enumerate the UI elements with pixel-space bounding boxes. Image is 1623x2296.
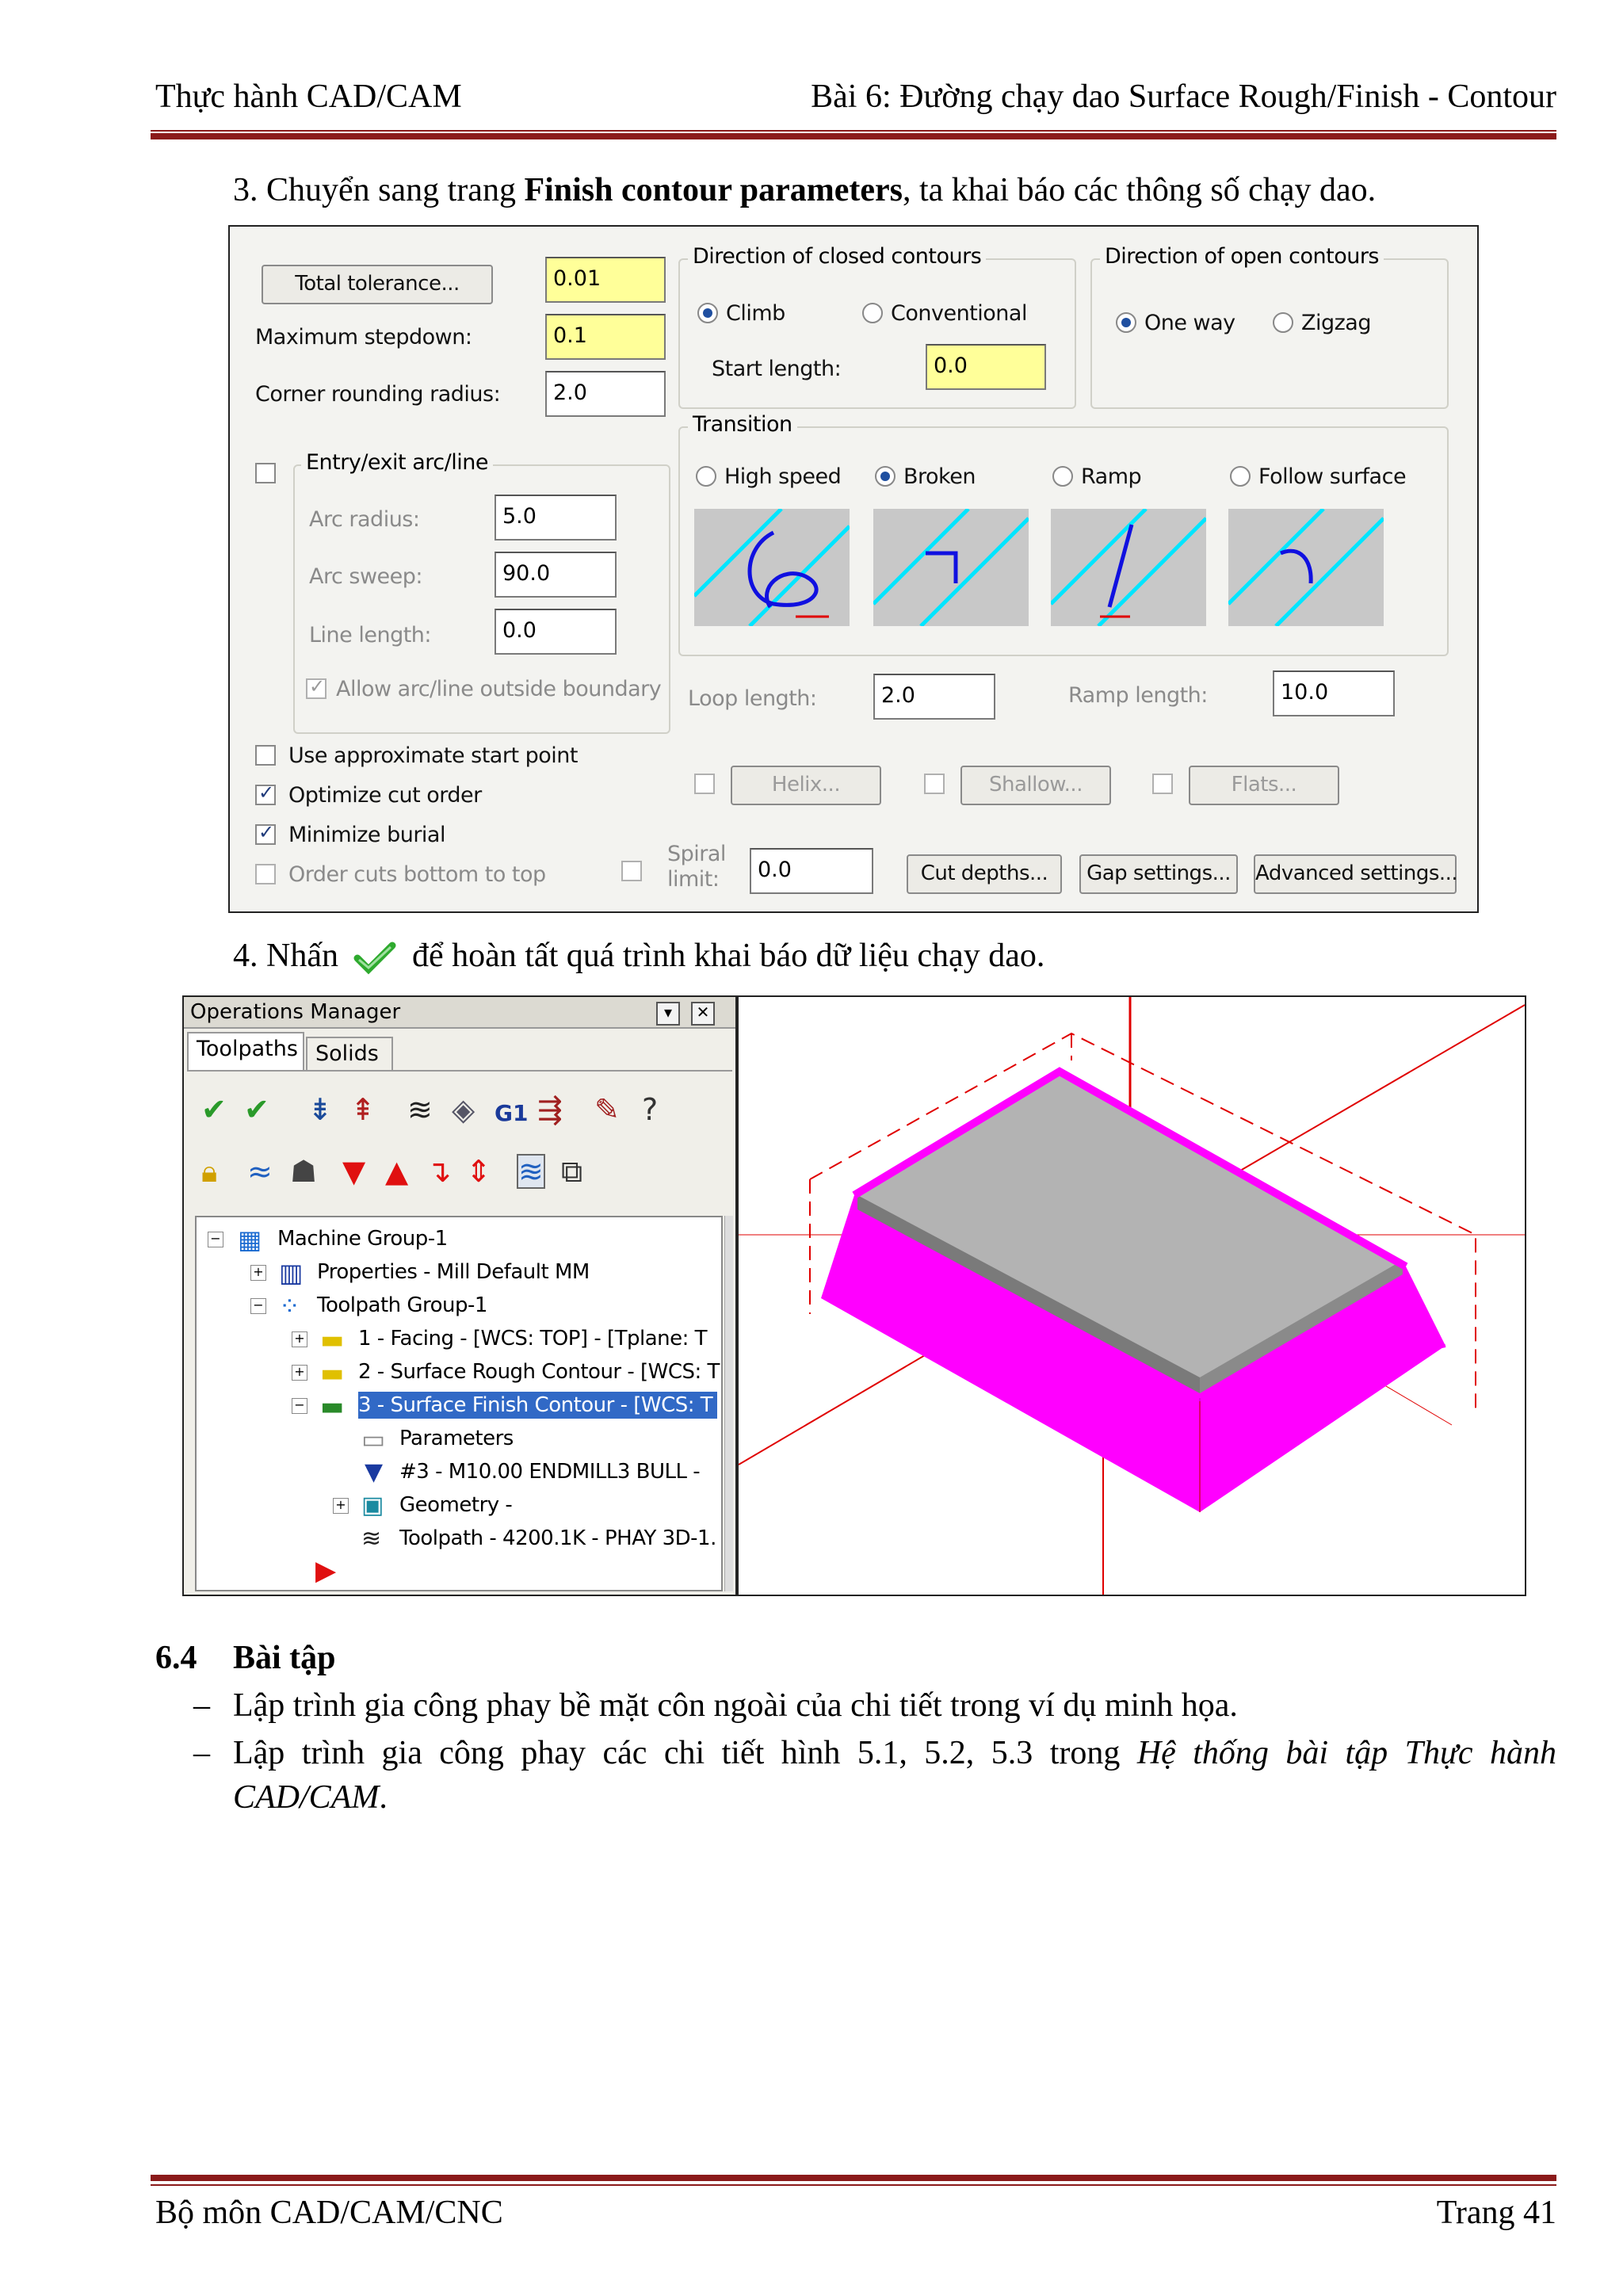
operations-manager-title-text: Operations Manager bbox=[190, 1000, 401, 1024]
tree-op-facing[interactable]: 1 - Facing - [WCS: TOP] - [Tplane: T bbox=[358, 1327, 708, 1350]
tree-toolpath[interactable]: Toolpath - 4200.1K - PHAY 3D-1. bbox=[399, 1526, 716, 1550]
help-icon[interactable]: ? bbox=[642, 1092, 659, 1127]
zigzag-label: Zigzag bbox=[1301, 311, 1371, 335]
ramp-radio[interactable] bbox=[1052, 466, 1073, 487]
section-number: 6.4 bbox=[155, 1640, 197, 1676]
step-3-text: Chuyển sang trang bbox=[266, 172, 525, 208]
shallow-checkbox[interactable] bbox=[924, 774, 945, 794]
follow-surface-label: Follow surface bbox=[1258, 464, 1407, 489]
max-stepdown-field[interactable]: 0.1 bbox=[545, 314, 666, 360]
tree-expand-icon[interactable]: + bbox=[250, 1265, 266, 1281]
geometry-icon: ▣ bbox=[361, 1492, 384, 1519]
select-all-operations-icon[interactable]: ✔ bbox=[201, 1092, 227, 1127]
minimize-burial-checkbox[interactable] bbox=[255, 824, 276, 845]
spiral-label-line1: Spiral bbox=[667, 842, 726, 866]
one-way-label: One way bbox=[1144, 311, 1235, 335]
step-3-number: 3. bbox=[233, 172, 258, 208]
folder-edit-icon: ▬ bbox=[320, 1391, 345, 1421]
panel-close-icon[interactable]: ✕ bbox=[691, 1002, 715, 1026]
show-toolpath-icon[interactable]: ≋ bbox=[518, 1154, 544, 1189]
arc-radius-label: Arc radius: bbox=[309, 507, 420, 532]
verify-icon[interactable]: ◈ bbox=[452, 1092, 475, 1127]
flats-checkbox[interactable] bbox=[1152, 774, 1173, 794]
high-speed-preview-icon bbox=[694, 509, 850, 626]
closed-contours-title: Direction of closed contours bbox=[688, 244, 986, 269]
bullet-2-line2 bbox=[233, 1775, 388, 1820]
tool-icon: ▼ bbox=[365, 1458, 384, 1486]
max-stepdown-label: Maximum stepdown: bbox=[255, 325, 472, 350]
total-tolerance-field[interactable]: 0.01 bbox=[545, 257, 666, 303]
parameters-folder-icon: ▭ bbox=[361, 1424, 386, 1454]
optimize-cut-order-label: Optimize cut order bbox=[288, 783, 482, 808]
start-length-field[interactable]: 0.0 bbox=[926, 344, 1046, 390]
climb-label: Climb bbox=[726, 301, 785, 326]
use-approx-start-label: Use approximate start point bbox=[288, 743, 578, 768]
header-left: Thực hành CAD/CAM bbox=[155, 78, 462, 115]
line-length-label: Line length: bbox=[309, 623, 432, 648]
tree-machine-group[interactable]: Machine Group-1 bbox=[277, 1227, 448, 1251]
move-down-icon[interactable]: ▼ bbox=[342, 1154, 366, 1189]
spiral-label-line2: limit: bbox=[667, 867, 720, 892]
part-3d-view-icon bbox=[739, 997, 1525, 1595]
gap-settings-button[interactable]: Gap settings... bbox=[1079, 854, 1238, 894]
machine-group-icon: ▦ bbox=[238, 1224, 262, 1255]
arc-sweep-field[interactable]: 90.0 bbox=[495, 552, 617, 598]
post-g1-icon[interactable]: G1 bbox=[495, 1100, 529, 1126]
tree-tool[interactable]: #3 - M10.00 ENDMILL3 BULL - bbox=[399, 1460, 701, 1484]
regenerate-selected-icon[interactable]: ⇟ bbox=[307, 1092, 333, 1127]
arc-radius-field[interactable]: 5.0 bbox=[495, 495, 617, 541]
footer-rule-thin bbox=[151, 2184, 1556, 2186]
insert-arrow-icon[interactable]: ⇕ bbox=[466, 1154, 491, 1189]
folder-icon: ▬ bbox=[320, 1358, 345, 1388]
total-tolerance-button[interactable]: Total tolerance... bbox=[262, 265, 493, 304]
allow-outside-label: Allow arc/line outside boundary bbox=[336, 677, 662, 701]
tree-scrollbar[interactable] bbox=[724, 1216, 733, 1591]
finish-contour-parameters-dialog bbox=[228, 225, 1479, 913]
select-dirty-operations-icon[interactable]: ✔ bbox=[244, 1092, 269, 1127]
properties-icon: ▥ bbox=[279, 1258, 304, 1288]
transition-title: Transition bbox=[688, 412, 797, 437]
step-3 bbox=[233, 168, 1376, 212]
toolpath-icon: ≋ bbox=[361, 1525, 382, 1553]
start-length-label: Start length: bbox=[712, 357, 842, 381]
operations-manager-title bbox=[184, 997, 735, 1029]
bullet-2-text: Lập trình gia công phay các chi tiết hình 5.1, 5.2, 5.3 trong bbox=[233, 1735, 1137, 1771]
tree-expand-icon[interactable]: + bbox=[333, 1498, 349, 1514]
loop-length-label: Loop length: bbox=[688, 686, 817, 711]
allow-outside-checkbox[interactable] bbox=[306, 678, 327, 699]
use-approx-start-checkbox[interactable] bbox=[255, 745, 276, 766]
tree-expand-icon[interactable]: − bbox=[292, 1398, 307, 1414]
step-4 bbox=[233, 934, 1044, 978]
tree-expand-icon[interactable]: + bbox=[292, 1365, 307, 1381]
broken-preview-icon bbox=[873, 509, 1029, 626]
conventional-radio[interactable] bbox=[862, 303, 883, 323]
broken-radio[interactable] bbox=[875, 466, 896, 487]
zigzag-radio[interactable] bbox=[1273, 312, 1293, 333]
toggle-display-icon[interactable]: ≈ bbox=[247, 1154, 273, 1189]
high-feed-icon[interactable]: ✎ bbox=[594, 1092, 620, 1127]
toggle-posting-icon[interactable]: ☗ bbox=[290, 1154, 318, 1189]
show-geometry-icon[interactable]: ⧉ bbox=[561, 1154, 583, 1189]
flats-button[interactable]: Flats... bbox=[1189, 766, 1339, 805]
tree-parameters[interactable]: Parameters bbox=[399, 1427, 514, 1450]
tree-toolpath-group[interactable]: Toolpath Group-1 bbox=[317, 1293, 487, 1317]
step-4-text: Nhấn bbox=[266, 938, 338, 974]
spiral-limit-field[interactable]: 0.0 bbox=[750, 848, 873, 894]
lock-icon[interactable]: 🔒︎ bbox=[201, 1154, 218, 1189]
section-title: Bài tập bbox=[233, 1640, 336, 1676]
open-contours-title: Direction of open contours bbox=[1100, 244, 1384, 269]
tree-expand-icon[interactable]: + bbox=[292, 1331, 307, 1347]
bullet-1: Lập trình gia công phay bề mặt côn ngoài của chi tiết trong ví dụ minh họa. bbox=[233, 1687, 1238, 1724]
ramp-label: Ramp bbox=[1081, 464, 1142, 489]
footer-rule-thick bbox=[151, 2175, 1556, 2181]
header-rule-thick bbox=[151, 133, 1556, 139]
move-up-icon[interactable]: ▲ bbox=[385, 1154, 409, 1189]
insert-after-icon[interactable]: ↴ bbox=[426, 1154, 452, 1189]
tree-properties[interactable]: Properties - Mill Default MM bbox=[317, 1260, 590, 1284]
arc-sweep-label: Arc sweep: bbox=[309, 564, 423, 589]
tree-expand-icon[interactable]: − bbox=[250, 1298, 266, 1314]
tree-op-rough-contour[interactable]: 2 - Surface Rough Contour - [WCS: T bbox=[358, 1360, 720, 1384]
ramp-length-label: Ramp length: bbox=[1068, 683, 1208, 708]
corner-radius-label: Corner rounding radius: bbox=[255, 382, 501, 407]
high-speed-label: High speed bbox=[724, 464, 842, 489]
optimize-cut-order-checkbox[interactable] bbox=[255, 785, 276, 805]
post-selected-icon[interactable]: ⇶ bbox=[537, 1092, 563, 1127]
entry-exit-checkbox[interactable] bbox=[255, 463, 276, 483]
graphics-viewport bbox=[737, 995, 1526, 1596]
line-length-field[interactable]: 0.0 bbox=[495, 609, 617, 655]
tab-underline bbox=[187, 1070, 732, 1072]
bullet-2-italic: Hệ thống bài tập Thực hành bbox=[1136, 1735, 1556, 1771]
corner-radius-field[interactable]: 2.0 bbox=[545, 371, 666, 417]
order-cuts-checkbox[interactable] bbox=[255, 864, 276, 884]
bullet-dash: – bbox=[193, 1687, 210, 1724]
footer-left: Bộ môn CAD/CAM/CNC bbox=[155, 2195, 503, 2231]
high-speed-radio[interactable] bbox=[696, 466, 716, 487]
ok-checkmark-icon bbox=[353, 941, 397, 976]
order-cuts-label: Order cuts bottom to top bbox=[288, 862, 546, 887]
helix-checkbox[interactable] bbox=[694, 774, 715, 794]
header-right: Bài 6: Đường chạy dao Surface Rough/Finish - Contour bbox=[811, 78, 1556, 115]
tree-expand-icon[interactable]: − bbox=[208, 1232, 223, 1247]
ramp-length-field[interactable]: 10.0 bbox=[1273, 670, 1395, 716]
operations-tree bbox=[195, 1216, 723, 1591]
climb-radio[interactable] bbox=[697, 303, 718, 323]
spiral-limit-checkbox[interactable] bbox=[621, 861, 642, 881]
toolpath-group-icon: ⁘ bbox=[279, 1291, 300, 1321]
spiral-limit-label bbox=[667, 842, 726, 892]
ramp-preview-icon bbox=[1051, 509, 1206, 626]
helix-button[interactable]: Helix... bbox=[731, 766, 881, 805]
bullet-2-italic-2: CAD/CAM bbox=[233, 1779, 380, 1816]
step-3-bold: Finish contour parameters bbox=[524, 172, 903, 208]
step-4-text-end: để hoàn tất quá trình khai báo dữ liệu chạy dao. bbox=[411, 938, 1045, 974]
header-rule-thin bbox=[151, 130, 1556, 132]
operations-manager-panel bbox=[182, 995, 737, 1596]
tree-op-finish-contour[interactable]: 3 - Surface Finish Contour - [WCS: T bbox=[358, 1392, 717, 1419]
step-4-number: 4. bbox=[233, 938, 258, 974]
loop-length-field[interactable]: 2.0 bbox=[873, 674, 995, 720]
advanced-settings-button[interactable]: Advanced settings... bbox=[1254, 854, 1457, 894]
folder-icon: ▬ bbox=[320, 1324, 345, 1354]
backplot-icon[interactable]: ≋ bbox=[407, 1092, 433, 1127]
bullet-dash: – bbox=[193, 1735, 210, 1771]
one-way-radio[interactable] bbox=[1116, 312, 1136, 333]
tree-geometry[interactable]: Geometry - bbox=[399, 1493, 513, 1517]
bullet-2-line1 bbox=[233, 1731, 1556, 1775]
regenerate-dirty-icon[interactable]: ⇞ bbox=[350, 1092, 376, 1127]
minimize-burial-label: Minimize burial bbox=[288, 823, 445, 847]
tab-toolpaths[interactable]: Toolpaths bbox=[187, 1032, 304, 1070]
cut-depths-button[interactable]: Cut depths... bbox=[907, 854, 1062, 894]
bullet-2-period: . bbox=[379, 1779, 388, 1816]
entry-exit-title: Entry/exit arc/line bbox=[301, 450, 493, 475]
step-3-text-end: , ta khai báo các thông số chạy dao. bbox=[902, 172, 1377, 208]
shallow-button[interactable]: Shallow... bbox=[960, 766, 1111, 805]
tab-solids[interactable]: Solids bbox=[306, 1037, 393, 1070]
broken-label: Broken bbox=[903, 464, 976, 489]
conventional-label: Conventional bbox=[891, 301, 1027, 326]
footer-right: Trang 41 bbox=[1436, 2195, 1556, 2231]
insert-arrow-marker-icon: ▶ bbox=[315, 1555, 337, 1587]
follow-surface-preview-icon bbox=[1228, 509, 1384, 626]
follow-surface-radio[interactable] bbox=[1230, 466, 1251, 487]
panel-dropdown-icon[interactable]: ▾ bbox=[656, 1002, 680, 1026]
